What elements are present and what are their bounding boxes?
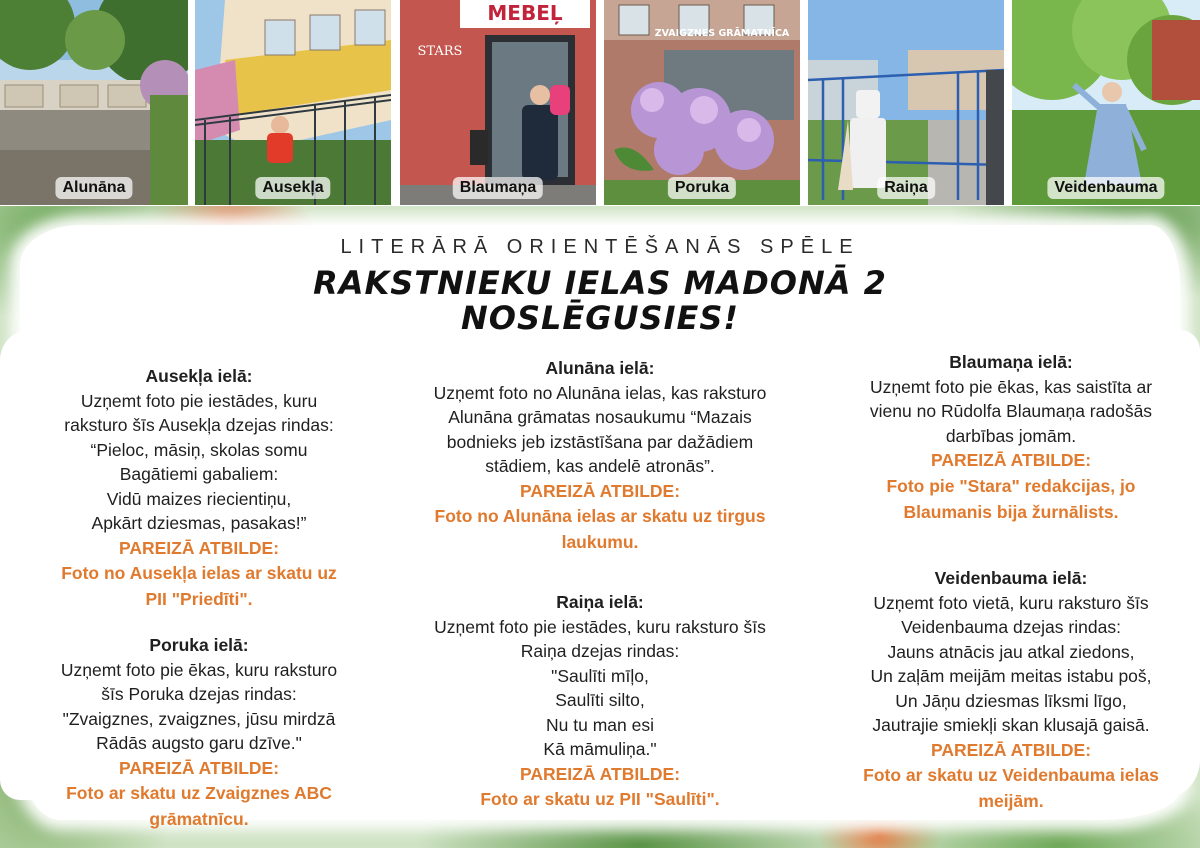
block-heading: Veidenbauma ielā: <box>934 568 1088 588</box>
photo-label: Alunāna <box>55 177 132 199</box>
block-line: “Pieloc, māsiņ, skolas somu <box>90 439 308 460</box>
answer-line: Blaumanis bija žurnālists. <box>903 501 1119 522</box>
answer-line: Foto no Ausekļa ielas ar skatu uz <box>61 563 337 583</box>
block-line: "Zvaigznes, zvaigznes, jūsu mirdzā <box>62 708 336 729</box>
block-heading: Raiņa ielā: <box>556 592 644 612</box>
answer-label: PAREIZĀ ATBILDE: <box>930 450 1092 470</box>
block-line: Nu tu man esi <box>546 714 654 735</box>
answer-label: PAREIZĀ ATBILDE: <box>118 757 280 778</box>
block-alunans <box>395 356 805 555</box>
block-line: Uzņemt foto no Alunāna ielas, kas raksturo <box>433 382 767 403</box>
block-line: Apkārt dziesmas, pasakas!” <box>91 513 307 533</box>
answer-label: PAREIZĀ ATBILDE: <box>519 763 681 784</box>
block-line: vienu no Rūdolfa Blaumaņa radošās <box>869 401 1153 421</box>
block-blaumanis <box>822 350 1200 525</box>
block-heading: Blaumaņa ielā: <box>949 352 1073 372</box>
block-line: darbības jomām. <box>945 425 1077 446</box>
photo-blaumanis <box>400 0 596 205</box>
page-title <box>250 266 950 336</box>
block-line: Vidū maizes riecientiņu, <box>106 488 292 509</box>
photo-rainis <box>808 0 1004 205</box>
photo-auseklis <box>195 0 391 205</box>
title-line-2: NOSLĒGUSIES! <box>461 299 739 337</box>
photo-label: Blaumaņa <box>453 177 543 199</box>
sign-stars: STARS <box>417 44 463 59</box>
answer-line: Foto no Alunāna ielas ar skatu uz tirgus <box>434 506 766 526</box>
block-line: "Saulīti mīļo, <box>551 665 649 686</box>
block-line: Bagātiemi gabaliem: <box>119 464 279 484</box>
block-line: Veidenbauma dzejas rindas: <box>901 617 1121 637</box>
block-line: raksturo šīs Ausekļa dzejas rindas: <box>64 415 334 435</box>
answer-line: Foto ar skatu uz Veidenbauma ielas <box>863 765 1159 785</box>
block-line: Jauns atnācis jau atkal ziedons, <box>887 641 1135 662</box>
answer-label: PAREIZĀ ATBILDE: <box>118 537 280 558</box>
answer-line: grāmatnīcu. <box>149 809 249 829</box>
block-line: Uzņemt foto pie iestādes, kuru <box>80 390 318 411</box>
answer-line: Foto pie "Stara" redakcijas, jo <box>886 475 1136 496</box>
block-veidenbaums <box>822 566 1200 814</box>
block-line: Kā māmuliņa." <box>543 739 657 759</box>
photo-label: Veidenbauma <box>1047 177 1164 199</box>
photo-alunana <box>0 0 188 205</box>
block-line: šīs Poruka dzejas rindas: <box>101 684 297 704</box>
block-line: Raiņa dzejas rindas: <box>520 641 680 661</box>
photo-alunana-image <box>0 0 188 205</box>
photo-strip <box>0 0 1200 206</box>
subtitle: LITERĀRĀ ORIENTĒŠANĀS SPĒLE <box>340 236 860 258</box>
photo-label: Poruka <box>668 177 736 199</box>
block-line: Un Jāņu dziesmas līksmi līgo, <box>895 690 1127 711</box>
block-poruks <box>20 633 378 832</box>
photo-label: Ausekļa <box>255 177 330 199</box>
block-line: Uzņemt foto vietā, kuru raksturo šīs <box>873 592 1149 613</box>
photo-poruks-image <box>604 0 800 205</box>
answer-line: meijām. <box>978 791 1044 811</box>
answer-line: Foto ar skatu uz Zvaigznes ABC <box>66 783 332 803</box>
block-line: Uzņemt foto pie iestādes, kuru raksturo šīs <box>434 616 766 637</box>
block-auseklis <box>20 364 378 612</box>
block-line: Uzņemt foto pie ēkas, kas saistīta ar <box>869 376 1153 397</box>
answer-label: PAREIZĀ ATBILDE: <box>930 739 1092 760</box>
block-heading: Alunāna ielā: <box>545 358 655 378</box>
answer-line: PII "Priedīti". <box>145 589 253 609</box>
block-heading: Ausekļa ielā: <box>145 366 253 386</box>
block-line: Jautrajie smiekļi skan klusajā gaisā. <box>872 715 1150 735</box>
answer-line: laukumu. <box>561 532 639 552</box>
block-line: Saulīti silto, <box>555 690 645 710</box>
block-line: bodnieks jeb izstāstīšana par dažādiem <box>446 431 754 452</box>
block-line: Rādās augsto garu dzīve." <box>96 733 302 753</box>
block-line: Alunāna grāmatas nosaukumu “Mazais <box>448 407 752 427</box>
photo-rainis-image <box>808 0 1004 205</box>
photo-auseklis-image <box>195 0 391 205</box>
sign-gramatnica: ZVAIGZNES GRĀMATNĪCA <box>654 28 790 39</box>
block-rainis <box>395 590 805 812</box>
answer-label: PAREIZĀ ATBILDE: <box>519 480 681 501</box>
photo-veidenbaums <box>1012 0 1200 205</box>
photo-blaumanis-image <box>400 0 596 205</box>
photo-label: Raiņa <box>877 177 935 199</box>
sign-mebel: MEBEĻ <box>487 1 563 25</box>
title-line-1: RAKSTNIEKU IELAS MADONĀ 2 <box>313 264 887 302</box>
answer-line: Foto ar skatu uz PII "Saulīti". <box>480 789 720 809</box>
photo-veidenbaums-image <box>1012 0 1200 205</box>
block-heading: Poruka ielā: <box>149 635 249 655</box>
block-line: Uzņemt foto pie ēkas, kuru raksturo <box>60 659 338 680</box>
block-line: Un zaļām meijām meitas istabu poš, <box>870 666 1152 686</box>
photo-poruks <box>604 0 800 205</box>
block-line: stādiem, kas andelē atronās”. <box>485 456 715 476</box>
